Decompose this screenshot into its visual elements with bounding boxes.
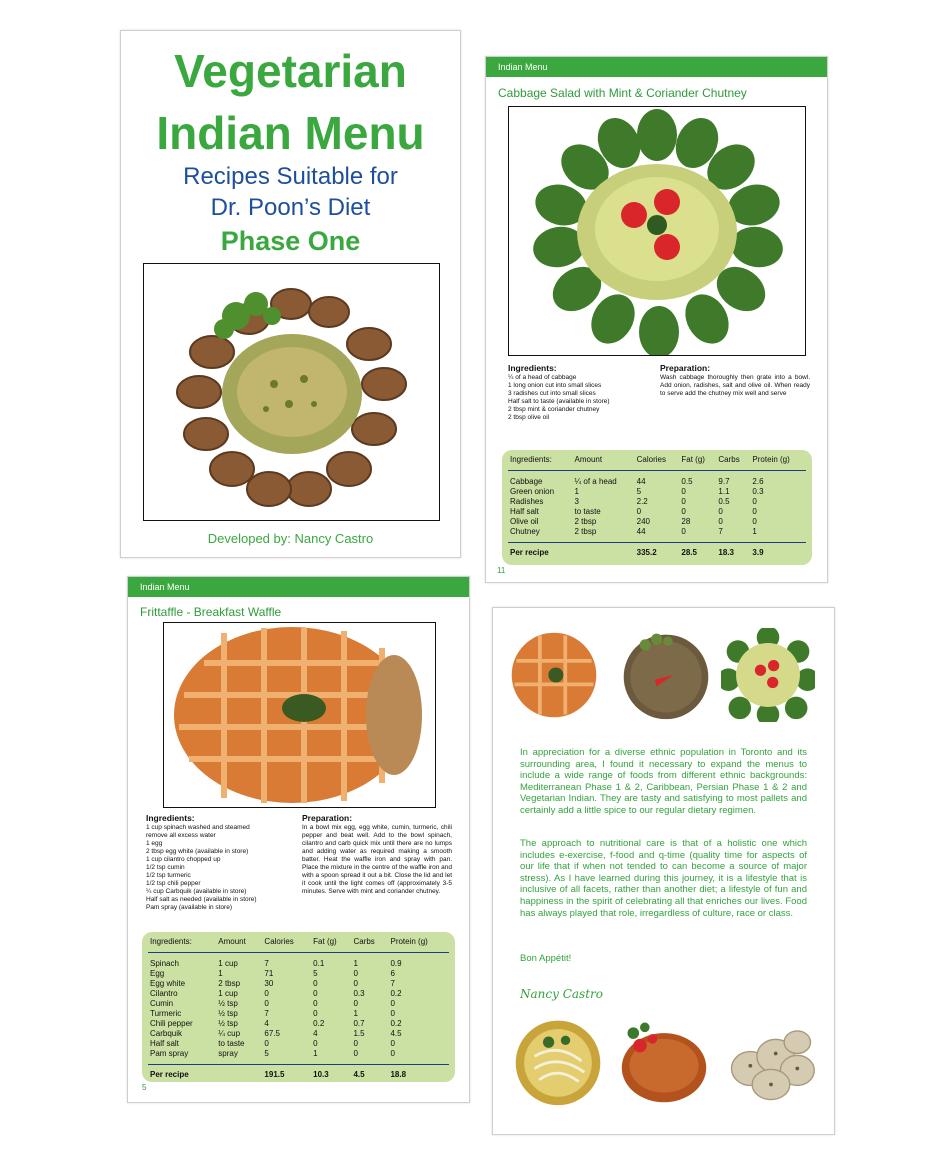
nutrition-cell: Egg bbox=[150, 969, 165, 978]
cabbage-ingredients-block bbox=[508, 363, 658, 422]
nutrition-column-header: Ingredients: bbox=[150, 937, 192, 946]
nutrition-cell: Radishes bbox=[510, 497, 544, 506]
nutrition-cell: Green onion bbox=[510, 487, 555, 496]
intro-page bbox=[492, 607, 835, 1135]
nutrition-column-header: Amount bbox=[574, 455, 603, 464]
nutrition-cell: 0 bbox=[264, 1039, 269, 1048]
nutrition-cell: 4 bbox=[313, 1029, 318, 1038]
nutrition-cell: Olive oil bbox=[510, 517, 539, 526]
nutrition-row bbox=[148, 989, 449, 999]
cover-title-line1: Vegetarian bbox=[174, 45, 407, 97]
nutrition-row bbox=[148, 1019, 449, 1029]
cover-dish-photo bbox=[143, 263, 440, 521]
intro-paragraph-1: In appreciation for a diverse ethnic population in Toronto and its surrounding area, I found it necessary to expand the menus to include a wide range of foods from different ethnic backgrounds: Mediterranean Phase 1 & 2, Caribbean, Persian Phase 1 & 2 and Vegetarian Indian. They are tasty and satisfying to most pallets and certainly add a little spice to our regular dietary regimen. bbox=[520, 747, 807, 816]
fried-dumplings-image bbox=[721, 1014, 821, 1108]
ingredient-line: 1 egg bbox=[146, 840, 163, 847]
nutrition-cell: 44 bbox=[636, 527, 646, 536]
waffle-preparation-heading: Preparation: bbox=[302, 813, 353, 823]
nutrition-cell: 0 bbox=[313, 979, 318, 988]
waffle-recipe-page bbox=[127, 576, 470, 1103]
waffle-recipe-title: Frittaffle - Breakfast Waffle bbox=[140, 605, 282, 619]
nutrition-cell: 5 bbox=[264, 1049, 269, 1058]
nutrition-cell: 0 bbox=[681, 527, 686, 536]
nutrition-cell: 0 bbox=[353, 999, 358, 1008]
nutrition-cell: 9.7 bbox=[718, 477, 730, 486]
eggplant-dish-illustration bbox=[144, 264, 439, 520]
nutrition-cell: 0 bbox=[390, 1049, 395, 1058]
waffle-nutrition-table bbox=[142, 932, 455, 1082]
cabbage-nutrition-table bbox=[502, 450, 812, 565]
nutrition-cell: Cilantro bbox=[150, 989, 178, 998]
nutrition-cell: Cumin bbox=[150, 999, 174, 1008]
waffle-photo bbox=[163, 622, 436, 808]
nutrition-row bbox=[508, 507, 806, 517]
cabbage-preparation-block bbox=[660, 363, 810, 398]
nutrition-cell: 0 bbox=[353, 969, 358, 978]
nutrition-cell: 4.5 bbox=[390, 1029, 402, 1038]
nutrition-cell: 7 bbox=[390, 979, 395, 988]
nutrition-cell: 67.5 bbox=[264, 1029, 280, 1038]
cabbage-salad-thumbnail-image bbox=[721, 628, 815, 722]
nutrition-cell: 2 tbsp bbox=[574, 527, 597, 536]
ingredient-line: 1/2 tsp chili pepper bbox=[146, 880, 201, 887]
nutrition-row bbox=[148, 1049, 449, 1059]
nutrition-column-header: Calories bbox=[636, 455, 666, 464]
ingredient-line: remove all excess water bbox=[146, 832, 216, 839]
nutrition-column-header: Protein (g) bbox=[390, 937, 428, 946]
nutrition-cell: 0.3 bbox=[353, 989, 365, 998]
nutrition-cell: 0 bbox=[313, 1009, 318, 1018]
nutrition-cell: 0 bbox=[313, 1039, 318, 1048]
nutrition-row bbox=[148, 1039, 449, 1049]
ingredient-line: 1 long onion cut into small slices bbox=[508, 382, 602, 389]
nutrition-cell: 0.3 bbox=[752, 487, 764, 496]
nutrition-cell: 1 bbox=[313, 1049, 318, 1058]
nutrition-cell: Chutney bbox=[510, 527, 540, 536]
nutrition-total-cell: 10.3 bbox=[313, 1070, 329, 1079]
ingredient-line: 2 tbsp olive oil bbox=[508, 414, 550, 421]
nutrition-cell: 0 bbox=[718, 517, 723, 526]
nutrition-cell: 6 bbox=[390, 969, 395, 978]
nutrition-cell: Turmeric bbox=[150, 1009, 182, 1018]
nutrition-total-cell: 335.2 bbox=[636, 548, 657, 557]
nutrition-cell: 0 bbox=[313, 989, 318, 998]
nutrition-total-cell bbox=[573, 543, 635, 558]
nutrition-row bbox=[148, 969, 449, 979]
nutrition-cell: 71 bbox=[264, 969, 274, 978]
nutrition-cell: 0 bbox=[752, 497, 757, 506]
nutrition-total-row bbox=[508, 543, 806, 558]
nutrition-cell: 44 bbox=[636, 477, 646, 486]
lentil-soup-image bbox=[619, 628, 713, 722]
waffle-nutrition-grid bbox=[148, 937, 449, 1079]
nutrition-cell: ½ tsp bbox=[218, 1019, 238, 1028]
cabbage-salad-photo bbox=[508, 106, 806, 356]
cover-title-line2: Indian Menu bbox=[156, 107, 425, 159]
nutrition-cell: Spinach bbox=[150, 959, 179, 968]
ingredient-line: 1 cup cilantro chopped up bbox=[146, 856, 221, 863]
nutrition-cell: 0.2 bbox=[390, 1019, 402, 1028]
nutrition-total-cell: 18.3 bbox=[718, 548, 734, 557]
nutrition-cell: ½ tsp bbox=[218, 999, 238, 1008]
nutrition-cell: 1 bbox=[353, 1009, 358, 1018]
nutrition-cell: Half salt bbox=[150, 1039, 179, 1048]
nutrition-cell: 240 bbox=[636, 517, 650, 526]
nutrition-row bbox=[148, 979, 449, 989]
nutrition-cell: 0 bbox=[353, 979, 358, 988]
intro-signature: Nancy Castro bbox=[520, 987, 603, 1001]
nutrition-cell: 0 bbox=[390, 999, 395, 1008]
nutrition-cell: 0.2 bbox=[390, 989, 402, 998]
patty-with-garnish-image bbox=[613, 1012, 715, 1108]
nutrition-total-cell: 18.8 bbox=[390, 1070, 407, 1079]
nutrition-total-cell: Per recipe bbox=[150, 1070, 189, 1079]
nutrition-cell: ½ tsp bbox=[218, 1009, 238, 1018]
nutrition-row bbox=[148, 999, 449, 1009]
nutrition-cell: 1 cup bbox=[218, 989, 238, 998]
ingredient-line: 2 tbsp mint & coriander chutney bbox=[508, 406, 600, 413]
noodle-soup-image bbox=[511, 1014, 605, 1108]
nutrition-cell: 0 bbox=[681, 497, 686, 506]
ingredient-line: Half salt to taste (available in store) bbox=[508, 398, 610, 405]
waffle-ingredients-list bbox=[146, 824, 301, 912]
nutrition-column-header: Calories bbox=[264, 937, 294, 946]
waffle-ingredients-heading: Ingredients: bbox=[146, 813, 195, 823]
ingredient-line: 1 cup spinach washed and steamed bbox=[146, 824, 250, 831]
nutrition-cell: 0 bbox=[636, 507, 642, 516]
cabbage-recipe-page bbox=[485, 56, 828, 583]
nutrition-cell: 2.6 bbox=[752, 477, 764, 486]
nutrition-cell: Carbquik bbox=[150, 1029, 183, 1038]
nutrition-cell: spray bbox=[218, 1049, 238, 1058]
cabbage-preparation-text: Wash cabbage thoroughly then grate into a bowl. Add onion, radishes, salt and olive oil. When ready to serve add the chutney mix well and serve bbox=[660, 374, 810, 397]
nutrition-total-cell: 28.5 bbox=[681, 548, 697, 557]
nutrition-cell: 0 bbox=[313, 999, 318, 1008]
nutrition-cell: 1 bbox=[574, 487, 579, 496]
nutrition-cell: ¼ cup bbox=[218, 1029, 241, 1038]
nutrition-header-row bbox=[148, 937, 449, 953]
cover-developer: Developed by: Nancy Castro bbox=[207, 531, 374, 546]
waffle-page-header: Indian Menu bbox=[128, 577, 469, 597]
cover-subtitle-line2: Dr. Poon’s Diet bbox=[210, 194, 371, 221]
nutrition-cell: 1.5 bbox=[353, 1029, 365, 1038]
cabbage-nutrition-grid bbox=[508, 455, 806, 557]
waffle-ingredients-block bbox=[146, 813, 301, 912]
waffle-preparation-block bbox=[302, 813, 452, 896]
cover-phase: Phase One bbox=[220, 226, 361, 256]
nutrition-cell: 1 cup bbox=[218, 959, 238, 968]
nutrition-cell: to taste bbox=[218, 1039, 245, 1048]
nutrition-cell: Chili pepper bbox=[150, 1019, 193, 1028]
nutrition-cell: 0 bbox=[264, 999, 269, 1008]
cabbage-ingredients-heading: Ingredients: bbox=[508, 363, 557, 373]
nutrition-cell: 7 bbox=[264, 959, 269, 968]
nutrition-column-header: Carbs bbox=[353, 937, 375, 946]
nutrition-cell: 28 bbox=[681, 517, 691, 526]
cabbage-page-header: Indian Menu bbox=[486, 57, 827, 77]
nutrition-column-header: Ingredients: bbox=[510, 455, 552, 464]
cabbage-page-number: 11 bbox=[497, 566, 506, 575]
nutrition-cell: 0 bbox=[681, 487, 686, 496]
waffle-thumbnail-image bbox=[507, 628, 601, 722]
nutrition-cell: 1 bbox=[752, 527, 757, 536]
cover-subtitle-line1: Recipes Suitable for bbox=[183, 163, 398, 190]
nutrition-cell: 0.7 bbox=[353, 1019, 365, 1028]
nutrition-cell: 1 bbox=[353, 959, 358, 968]
nutrition-column-header: Carbs bbox=[718, 455, 740, 464]
waffle-page-number: 5 bbox=[142, 1083, 147, 1092]
nutrition-cell: 0.2 bbox=[313, 1019, 325, 1028]
nutrition-cell: 0 bbox=[264, 989, 269, 998]
nutrition-cell: 7 bbox=[718, 527, 723, 536]
nutrition-row bbox=[148, 1029, 449, 1039]
nutrition-column-header: Protein (g) bbox=[752, 455, 790, 464]
intro-closing: Bon Appétit! bbox=[520, 953, 572, 964]
nutrition-cell: 1.1 bbox=[718, 487, 730, 496]
ingredient-line: 2 tbsp egg white (available in store) bbox=[146, 848, 249, 855]
nutrition-column-header: Fat (g) bbox=[313, 937, 337, 946]
ingredient-line: 1/2 tsp cumin bbox=[146, 864, 185, 871]
nutrition-cell: 2.2 bbox=[636, 497, 648, 506]
cabbage-recipe-title: Cabbage Salad with Mint & Coriander Chutney bbox=[498, 86, 747, 100]
nutrition-cell: Egg white bbox=[150, 979, 186, 988]
ingredient-line: Pam spray (available in store) bbox=[146, 904, 232, 911]
nutrition-cell: 0.1 bbox=[313, 959, 325, 968]
nutrition-cell: 0 bbox=[390, 1009, 395, 1018]
nutrition-cell: 0 bbox=[718, 507, 723, 516]
nutrition-cell: 1 bbox=[218, 969, 223, 978]
nutrition-total-cell: 4.5 bbox=[353, 1070, 365, 1079]
nutrition-cell: 5 bbox=[636, 487, 642, 496]
nutrition-total-cell: 191.5 bbox=[264, 1070, 285, 1079]
nutrition-cell: 30 bbox=[264, 979, 274, 988]
nutrition-header-row bbox=[508, 455, 806, 471]
nutrition-row bbox=[508, 517, 806, 527]
nutrition-cell: 0.5 bbox=[718, 497, 730, 506]
nutrition-total-cell: 3.9 bbox=[752, 548, 764, 557]
nutrition-total-cell: Per recipe bbox=[510, 548, 549, 557]
nutrition-cell: Cabbage bbox=[510, 477, 543, 486]
cabbage-preparation-heading: Preparation: bbox=[660, 363, 711, 373]
nutrition-column-header: Amount bbox=[218, 937, 246, 946]
ingredient-line: ¼ cup Carbquik (available in store) bbox=[146, 888, 247, 895]
nutrition-cell: 0 bbox=[752, 507, 757, 516]
nutrition-column-header: Fat (g) bbox=[681, 455, 705, 464]
nutrition-cell: 2 tbsp bbox=[574, 517, 597, 526]
nutrition-row bbox=[508, 487, 806, 497]
nutrition-cell: 0 bbox=[390, 1039, 395, 1048]
nutrition-cell: 0 bbox=[353, 1039, 358, 1048]
nutrition-cell: to taste bbox=[574, 507, 601, 516]
nutrition-row bbox=[508, 527, 806, 537]
ingredient-line: 3 radishes cut into small slices bbox=[508, 390, 596, 397]
nutrition-total-row bbox=[148, 1065, 449, 1080]
cabbage-salad-illustration bbox=[509, 107, 805, 355]
nutrition-row bbox=[508, 477, 806, 487]
ingredient-line: Half salt as needed (available in store) bbox=[146, 896, 257, 903]
nutrition-cell: 3 bbox=[574, 497, 579, 506]
cabbage-ingredients-list bbox=[508, 374, 658, 422]
nutrition-row bbox=[148, 959, 449, 969]
nutrition-total-cell bbox=[216, 1065, 262, 1080]
intro-paragraph-2: The approach to nutritional care is that of a holistic one which includes e-exercise, f-food and q-time (quality time for aspects of our life that if when not tended to can become a source of major stress). As I have learned during this journey, it is a lifestyle that is inclusive of all facets, rather than another diet; a lifestyle of fun and happiness in the spirit of celebrating all that enriches our lives. Food has always played that role, irregardless of culture, race or class. bbox=[520, 838, 807, 919]
ingredient-line: ¼ of a head of cabbage bbox=[508, 374, 577, 381]
waffle-preparation-text: In a bowl mix egg, egg white, cumin, turmeric, chili pepper and beat well. Add to the bowl spinach, cilantro and carb quick mix until there are no lumps and adding water as required making a smooth batter. Heat the waffle iron and spray with pan. Place the mixture in the centre of the waffle iron and with a spoon spread it out a bit. Close the lid and let it cook until the light comes off (approximately 3-5 minutes. Serve with mint and coriander chutney. bbox=[302, 824, 452, 895]
nutrition-cell: Half salt bbox=[510, 507, 539, 516]
nutrition-cell: 0 bbox=[681, 507, 686, 516]
nutrition-cell: 4 bbox=[264, 1019, 269, 1028]
nutrition-cell: 5 bbox=[313, 969, 318, 978]
nutrition-cell: 0.9 bbox=[390, 959, 402, 968]
nutrition-cell: 0.5 bbox=[681, 477, 693, 486]
ingredient-line: 1/2 tsp turmeric bbox=[146, 872, 191, 879]
nutrition-cell: 0 bbox=[752, 517, 757, 526]
nutrition-cell: Pam spray bbox=[150, 1049, 189, 1058]
nutrition-cell: 2 tbsp bbox=[218, 979, 241, 988]
nutrition-cell: 0 bbox=[353, 1049, 358, 1058]
cover-page bbox=[120, 30, 461, 558]
nutrition-row bbox=[508, 497, 806, 507]
nutrition-cell: 7 bbox=[264, 1009, 269, 1018]
nutrition-cell: ¼ of a head bbox=[574, 477, 617, 486]
waffle-illustration bbox=[164, 623, 435, 807]
nutrition-row bbox=[148, 1009, 449, 1019]
